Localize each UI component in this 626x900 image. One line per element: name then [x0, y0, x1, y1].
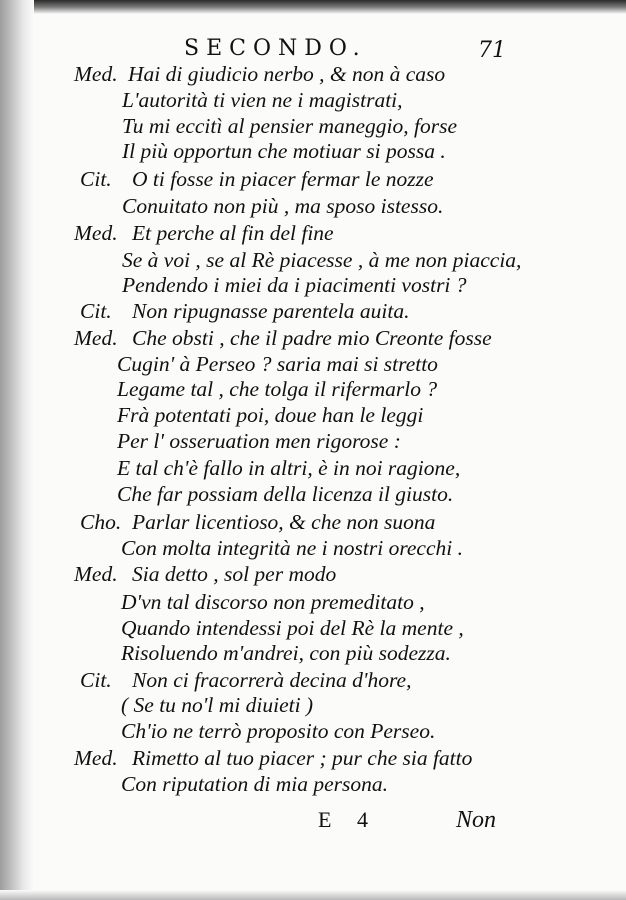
speaker-label: Med. [74, 221, 118, 245]
verse-text: Et perche al fin del fine [132, 221, 334, 245]
catchword: Non [456, 807, 497, 833]
verse-line [0, 692, 626, 718]
verse-text: L'autorità ti vien ne i magistrati, [122, 88, 403, 112]
verse-line [0, 138, 626, 164]
verse-text: Con molta integrità ne i nostri orecchi . [121, 536, 463, 560]
verse-text: Se à voi , se al Rè piacesse , à me non piaccia, [122, 248, 522, 272]
verse-line [0, 509, 626, 535]
verse-text: Con riputation di mia persona. [121, 772, 388, 796]
verse-line [0, 718, 626, 744]
speaker-label: Cho. [80, 510, 122, 534]
verse-text: Il più opportun che motiuar si possa . [122, 139, 446, 163]
verse-text: Non ci fracorrerà decina d'hore, [132, 668, 412, 692]
verse-line [0, 113, 626, 139]
verse-line [0, 561, 626, 587]
verse-line [0, 771, 626, 797]
verse-text: ( Se tu no'l mi diuieti ) [121, 693, 314, 717]
speaker-label: Cit. [80, 668, 112, 692]
page-top-edge [0, 0, 626, 14]
page-number: 71 [478, 38, 506, 63]
verse-line [0, 376, 626, 402]
verse-line [0, 325, 626, 351]
verse-line [0, 640, 626, 666]
verse-text: Cugin' à Perseo ? saria mai si stretto [117, 352, 438, 376]
verse-line [0, 193, 626, 219]
verse-line [0, 87, 626, 113]
verse-line [0, 272, 626, 298]
verse-line [0, 402, 626, 428]
verse-text: Conuitato non più , ma sposo istesso. [122, 194, 444, 218]
verse-text: Pendendo i miei da i piacimenti vostri ? [122, 273, 467, 297]
verse-line [0, 298, 626, 324]
running-head: SECONDO. [184, 36, 367, 61]
verse-text: Che obsti , che il padre mio Creonte fosse [132, 326, 492, 350]
verse-text: Hai di giudicio nerbo , & non à caso [128, 62, 446, 86]
verse-text: Frà potentati poi, doue han le leggi [117, 403, 424, 427]
speaker-label: Cit. [80, 167, 112, 191]
verse-line [0, 481, 626, 507]
verse-line [0, 220, 626, 246]
verse-line [0, 667, 626, 693]
verse-text: D'vn tal discorso non premeditato , [121, 590, 425, 614]
verse-text: Ch'io ne terrò proposito con Perseo. [121, 719, 436, 743]
verse-text: Parlar licentioso, & che non suona [132, 510, 436, 534]
verse-text: Quando intendessi poi del Rè la mente , [121, 616, 464, 640]
verse-text: Rimetto al tuo piacer ; pur che sia fatto [132, 746, 473, 770]
verse-text: Tu mi eccitì al pensier maneggio, forse [122, 114, 458, 138]
page-bottom-edge [0, 890, 626, 900]
verse-line [0, 61, 626, 87]
verse-line [0, 745, 626, 771]
verse-text: Risoluendo m'andrei, con più sodezza. [121, 641, 451, 665]
verse-text: Non ripugnasse parentela auita. [132, 299, 410, 323]
verse-line [0, 589, 626, 615]
verse-text: E tal ch'è fallo in altri, è in noi ragione, [117, 456, 461, 480]
speaker-label: Med. [74, 62, 118, 86]
speaker-label: Med. [74, 562, 118, 586]
verse-line [0, 455, 626, 481]
speaker-label: Med. [74, 746, 118, 770]
verse-line [0, 247, 626, 273]
verse-line [0, 166, 626, 192]
verse-line [0, 535, 626, 561]
printer-signature: E 4 [318, 807, 378, 832]
verse-line [0, 615, 626, 641]
verse-text: Che far possiam della licenza il giusto. [117, 482, 454, 506]
verse-line [0, 351, 626, 377]
verse-line [0, 428, 626, 454]
verse-text: O ti fosse in piacer fermar le nozze [132, 167, 434, 191]
verse-text: Sia detto , sol per modo [132, 562, 337, 586]
speaker-label: Cit. [80, 299, 112, 323]
verse-text: Legame tal , che tolga il rifermarlo ? [117, 377, 438, 401]
speaker-label: Med. [74, 326, 118, 350]
verse-text: Per l' osseruation men rigorose : [117, 429, 401, 453]
